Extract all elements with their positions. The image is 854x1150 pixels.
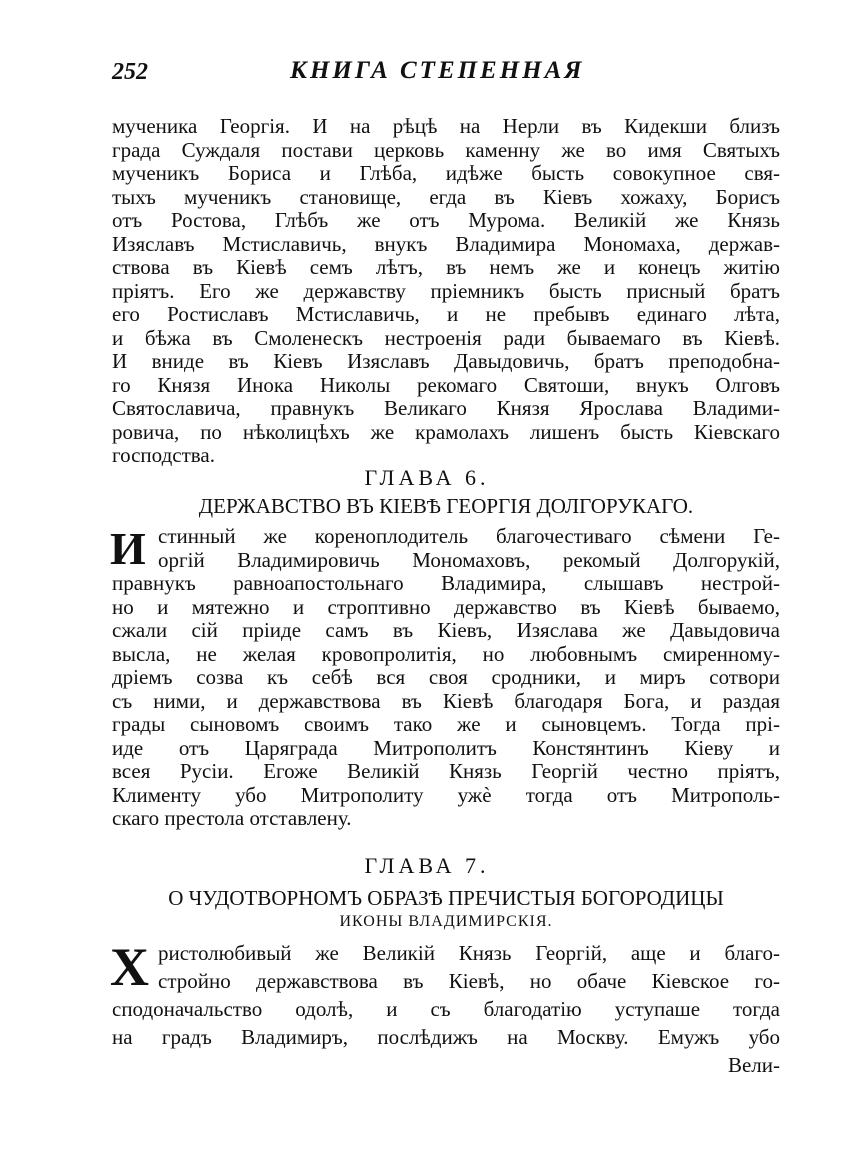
text-line: съ ними, и державствова въ Кіевѣ благодаря Бога, и раздая <box>112 688 780 713</box>
chapter-7-label: ГЛАВА 7. <box>364 853 490 878</box>
text-line: ристолюбивый же Великій Князь Георгій, аще и благо- <box>158 941 780 965</box>
text-line: града Суждаля постави церковь каменну же во имя Святыхъ <box>112 137 780 162</box>
text-line: всея Русіи. Егоже Великій Князь Георгій честно пріятъ, <box>112 759 780 783</box>
text-line: правнукъ равноапостольнаго Владимира, слышавъ нестрой- <box>112 571 780 595</box>
text-line: дріемъ созва къ себѣ вся своя сродники, и миръ сотвори <box>112 665 780 689</box>
drop-cap: Х <box>110 937 149 997</box>
text-line: и бѣжа въ Смоленескъ нестроенія ради бываемаго въ Кіевѣ. <box>112 325 780 350</box>
text-line: на градъ Владимиръ, послѣдижъ на Москву. Емужъ убо <box>112 1025 780 1049</box>
text-line: отъ Ростова, Глѣбъ же отъ Мурома. Великій же Князь <box>112 208 780 232</box>
chapter-7-subtitle: ИКОНЫ ВЛАДИМИРСКІЯ. <box>339 913 553 930</box>
text-line: иде отъ Царяграда Митрополитъ Констянтинъ Кіеву и <box>112 735 780 760</box>
text-line: И вниде въ Кіевъ Изяславъ Давыдовичь, братъ преподобна- <box>112 349 780 373</box>
text-line: сподоначальство одолѣ, и съ благодатію уступаше тогда <box>112 997 780 1021</box>
page-number: 252 <box>112 59 148 85</box>
chapter-7-text <box>112 939 780 1079</box>
text-line: ровича, по нѣколицѣхъ же крамолахъ лишенъ бысть Кіевскаго <box>112 419 780 444</box>
text-line: его Ростиславъ Мстиславичь, и не пребывъ единаго лѣта, <box>112 302 780 326</box>
text-line: грады сыновомъ своимъ тако же и сыновцемъ. Тогда прі- <box>112 712 780 736</box>
text-line: Изяславъ Мстиславичь, внукъ Владимира Мономаха, держав- <box>112 231 780 256</box>
text-line: но и мятежно и строптивно державство въ Кіевѣ бываемо, <box>112 594 780 619</box>
catchword: Вели- <box>727 1053 780 1077</box>
paragraph-1 <box>112 115 780 468</box>
text-line: сжали сій пріиде самъ въ Кіевъ, Изяслава же Давыдовича <box>112 618 780 642</box>
text-line: тыхъ мученикъ становище, егда въ Кіевъ хожаху, Борисъ <box>112 184 780 209</box>
text-line: высла, не желая кровопролитія, но любовнымъ смиренному- <box>112 641 780 666</box>
chapter-6-text <box>112 525 780 831</box>
text-line: скаго престола отставлену. <box>112 806 352 830</box>
text-line: Святославича, правнукъ Великаго Князя Ярослава Владими- <box>112 396 780 420</box>
text-line: мученика Георгія. И на рѣцѣ на Нерли въ Кидекши близъ <box>112 114 780 138</box>
running-title: КНИГА СТЕПЕННАЯ <box>290 57 585 84</box>
text-line: стинный же коренoплодитель благочестиваго сѣмени Ге- <box>158 524 780 548</box>
chapter-6-label: ГЛАВА 6. <box>364 465 490 490</box>
drop-cap: И <box>110 523 146 574</box>
text-line: пріятъ. Его же державству пріемникъ бысть присный братъ <box>112 278 780 303</box>
chapter-7-title: О ЧУДОТВОРНОМЪ ОБРАЗѢ ПРЕЧИСТЫЯ БОГОРОДИЦЫ <box>168 886 724 910</box>
text-line: ствова въ Кіевѣ семъ лѣтъ, въ немъ же и конецъ житію <box>112 255 780 279</box>
text-line: господства. <box>112 443 215 467</box>
text-line: го Князя Инока Николы рекомаго Святоши, внукъ Олговъ <box>112 372 780 397</box>
text-line: мученикъ Бориса и Глѣба, идѣже бысть совокупное свя- <box>112 161 780 185</box>
text-line: Клименту убо Митрополиту ужѐ тогда отъ Митрополь- <box>112 782 780 807</box>
text-line: стройно державствова въ Кіевѣ, но обаче Кіевское го- <box>158 969 780 993</box>
chapter-6-title: ДЕРЖАВСТВО ВЪ КІЕВѢ ГЕОРГІЯ ДОЛГОРУКАГО. <box>198 494 694 518</box>
text-line: оргій Владимировичь Мономаховъ, рекомый Долгорукій, <box>158 547 780 572</box>
